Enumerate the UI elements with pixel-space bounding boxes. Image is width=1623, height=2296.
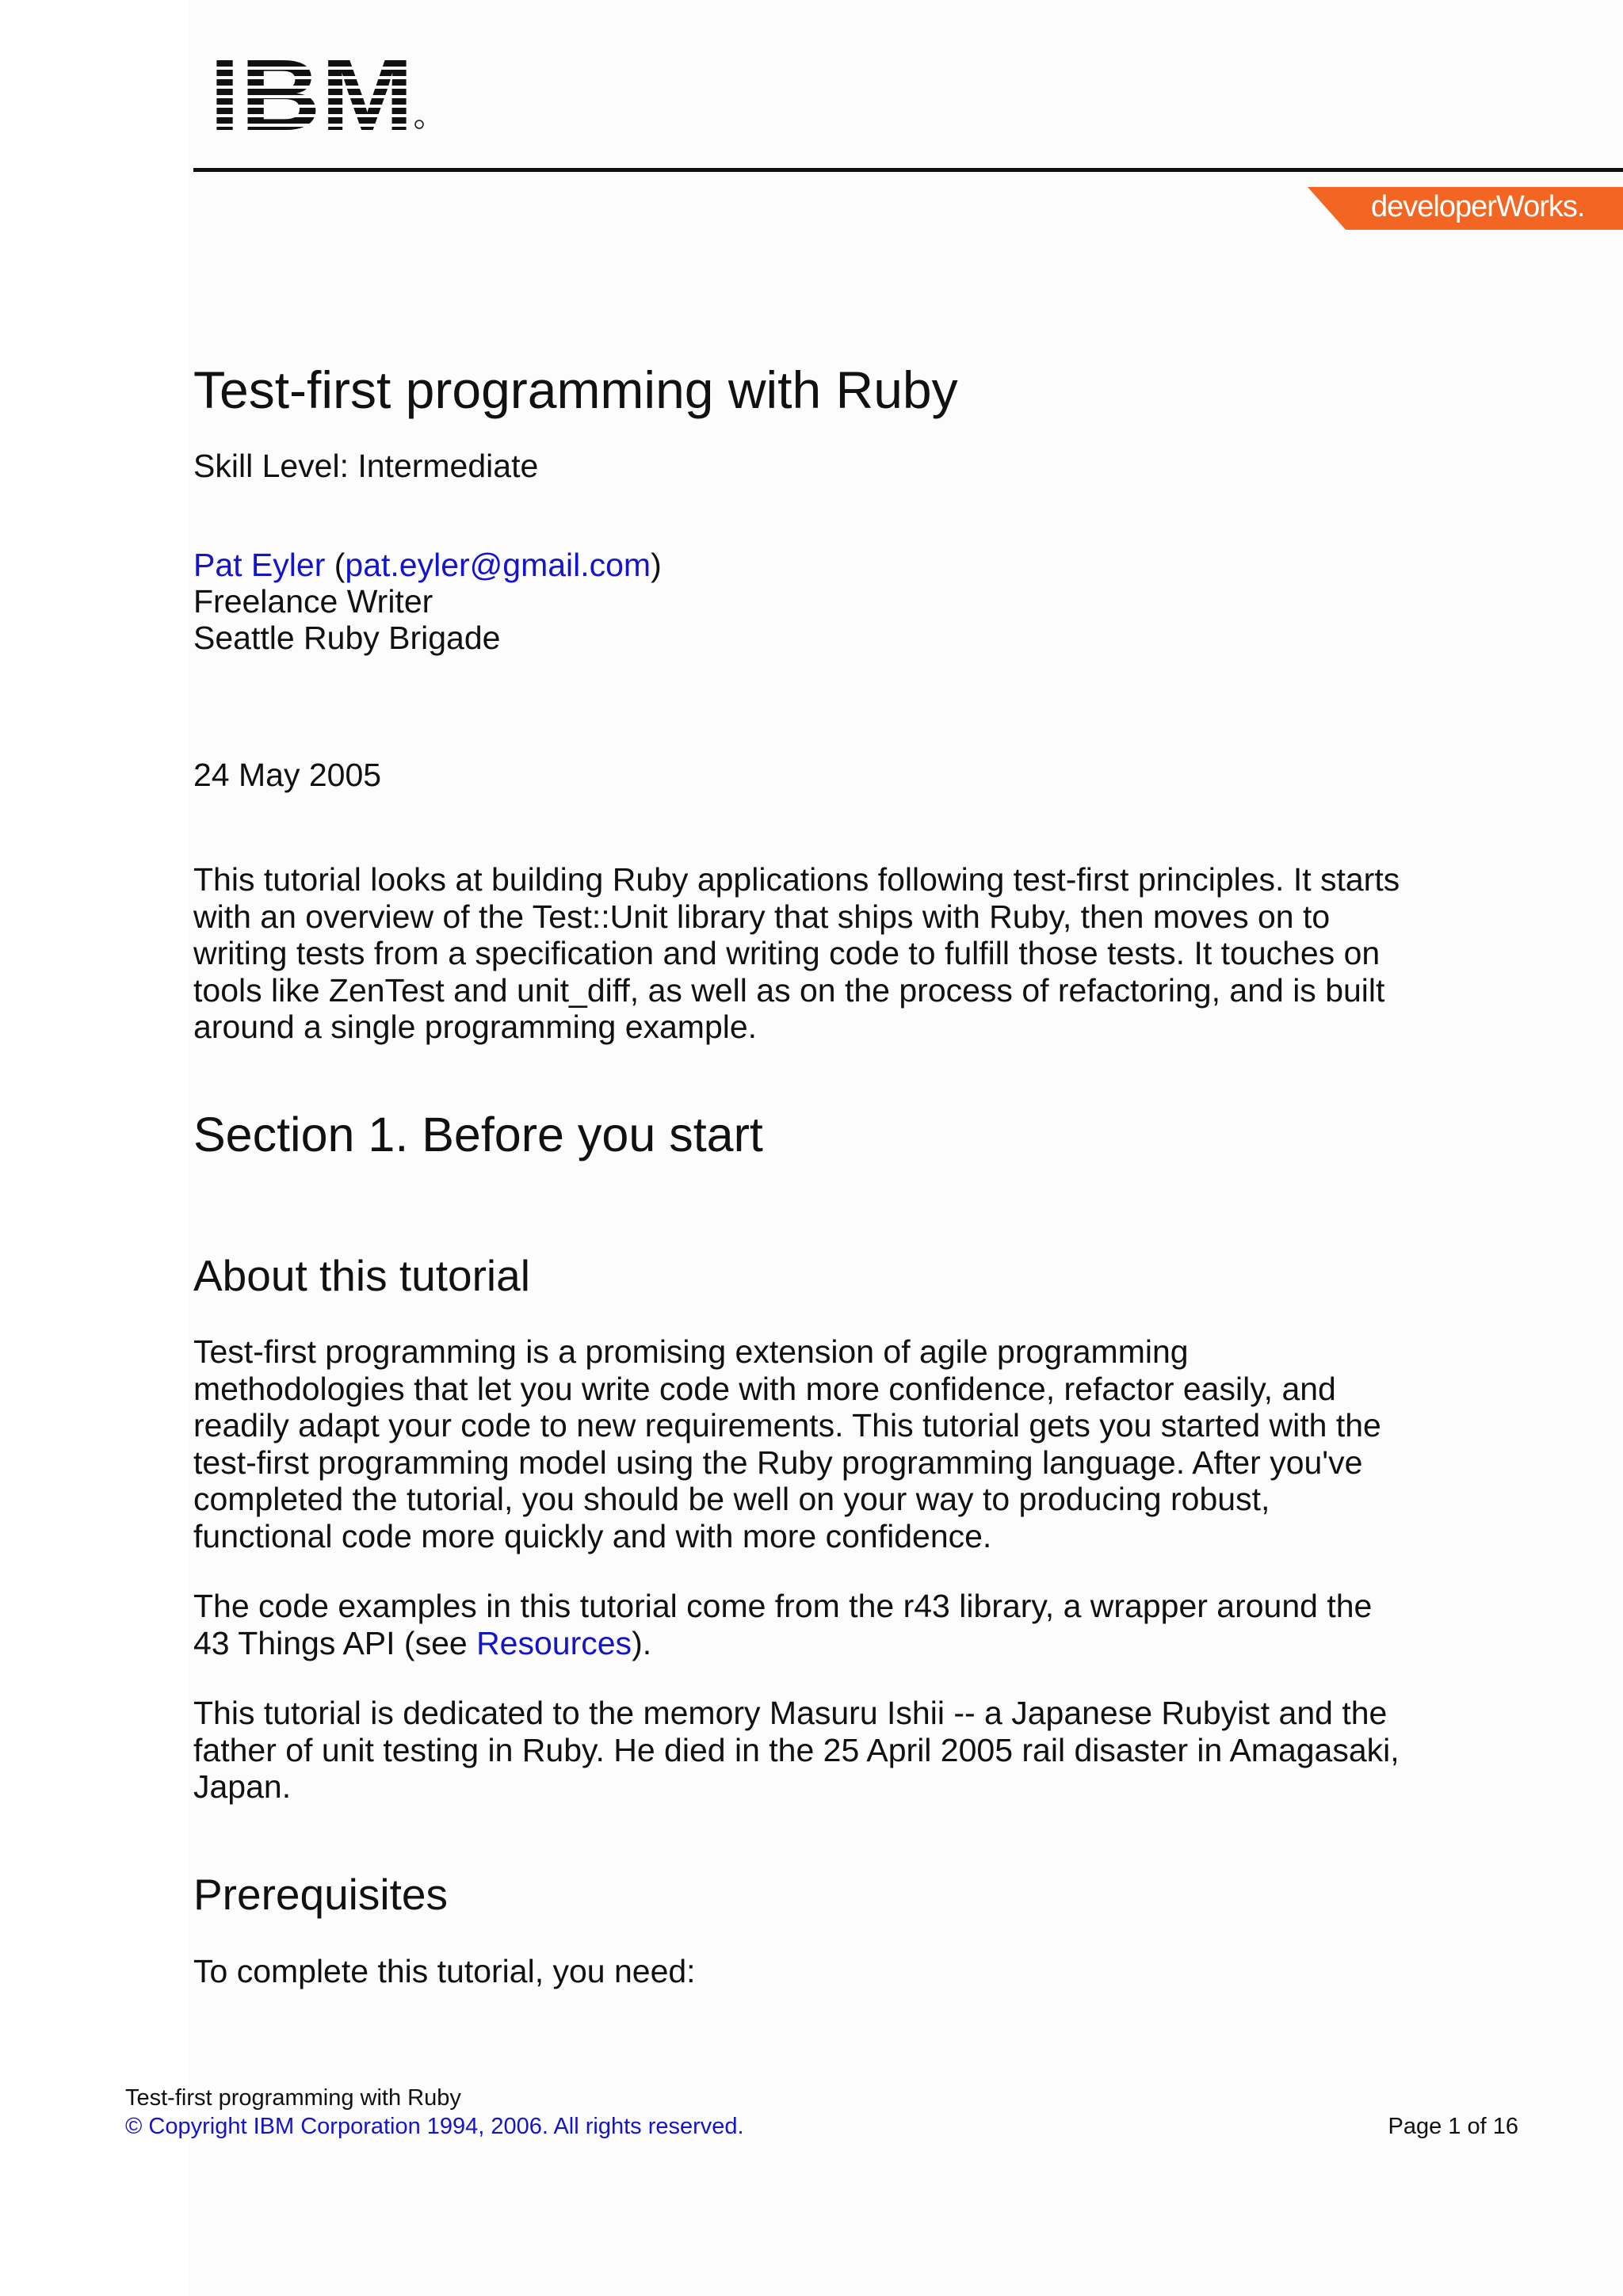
about-paragraph-2 xyxy=(193,1588,1438,1661)
header-divider xyxy=(193,168,1623,172)
author-block xyxy=(193,547,662,656)
paragraph-line: readily adapt your code to new requirements. This tutorial gets you started with the xyxy=(193,1407,1381,1444)
abstract-line: with an overview of the Test::Unit library that ships with Ruby, then moves on to xyxy=(193,898,1331,935)
ibm-logo xyxy=(211,51,425,136)
paragraph-text: 43 Things API (see xyxy=(193,1624,477,1661)
paragraph-line: methodologies that let you write code with more confidence, refactor easily, and xyxy=(193,1370,1336,1407)
copyright-link[interactable]: © Copyright IBM Corporation 1994, 2006. All rights reserved. xyxy=(125,2114,744,2139)
prerequisites-intro: To complete this tutorial, you need: xyxy=(193,1953,696,1989)
footer-title: Test-first programming with Ruby xyxy=(125,2085,461,2111)
paragraph-line: completed the tutorial, you should be well on your way to producing robust, xyxy=(193,1481,1270,1517)
author-role: Freelance Writer xyxy=(193,583,433,620)
page-footer xyxy=(125,2084,1518,2141)
paragraph-text: ). xyxy=(632,1624,652,1661)
paragraph-line: This tutorial is dedicated to the memory Masuru Ishii -- a Japanese Rubyist and the xyxy=(193,1695,1388,1731)
paragraph-line: father of unit testing in Ruby. He died in the 25 April 2005 rail disaster in Amagasaki, xyxy=(193,1731,1400,1768)
skill-level: Skill Level: Intermediate xyxy=(193,448,539,484)
section-heading: Section 1. Before you start xyxy=(193,1108,763,1161)
abstract-line: around a single programming example. xyxy=(193,1009,758,1045)
paragraph-line: Test-first programming is a promising extension of agile programming xyxy=(193,1333,1189,1370)
author-paren-open: ( xyxy=(325,547,346,583)
prerequisites-heading: Prerequisites xyxy=(193,1870,448,1919)
author-paren-close: ) xyxy=(651,547,662,583)
paragraph-line: Japan. xyxy=(193,1768,292,1805)
publish-date: 24 May 2005 xyxy=(193,757,382,793)
about-heading: About this tutorial xyxy=(193,1251,530,1300)
document-title: Test-first programming with Ruby xyxy=(193,360,958,419)
author-name-link[interactable]: Pat Eyler xyxy=(193,547,326,583)
developerworks-label: developerWorks. xyxy=(1371,190,1585,223)
paragraph-line: test-first programming model using the Ruby programming language. After you've xyxy=(193,1444,1363,1481)
abstract xyxy=(193,861,1438,1046)
about-paragraph-1 xyxy=(193,1333,1438,1554)
resources-link[interactable]: Resources xyxy=(476,1624,632,1661)
author-organization: Seattle Ruby Brigade xyxy=(193,620,501,656)
abstract-line: writing tests from a specification and writing code to fulfill those tests. It touches on xyxy=(193,935,1381,971)
paragraph-line xyxy=(193,1625,1438,1662)
author-email-link[interactable]: pat.eyler@gmail.com xyxy=(345,547,651,583)
paragraph-line: The code examples in this tutorial come from the r43 library, a wrapper around the xyxy=(193,1588,1373,1624)
page-number: Page 1 of 16 xyxy=(1388,2114,1518,2139)
developerworks-banner xyxy=(1308,184,1623,230)
about-paragraph-3 xyxy=(193,1695,1438,1806)
abstract-line: tools like ZenTest and unit_diff, as well as on the process of refactoring, and is built xyxy=(193,971,1385,1009)
paragraph-line: functional code more quickly and with more confidence. xyxy=(193,1517,992,1554)
abstract-line: This tutorial looks at building Ruby applications following test-first principles. It starts xyxy=(193,861,1400,898)
